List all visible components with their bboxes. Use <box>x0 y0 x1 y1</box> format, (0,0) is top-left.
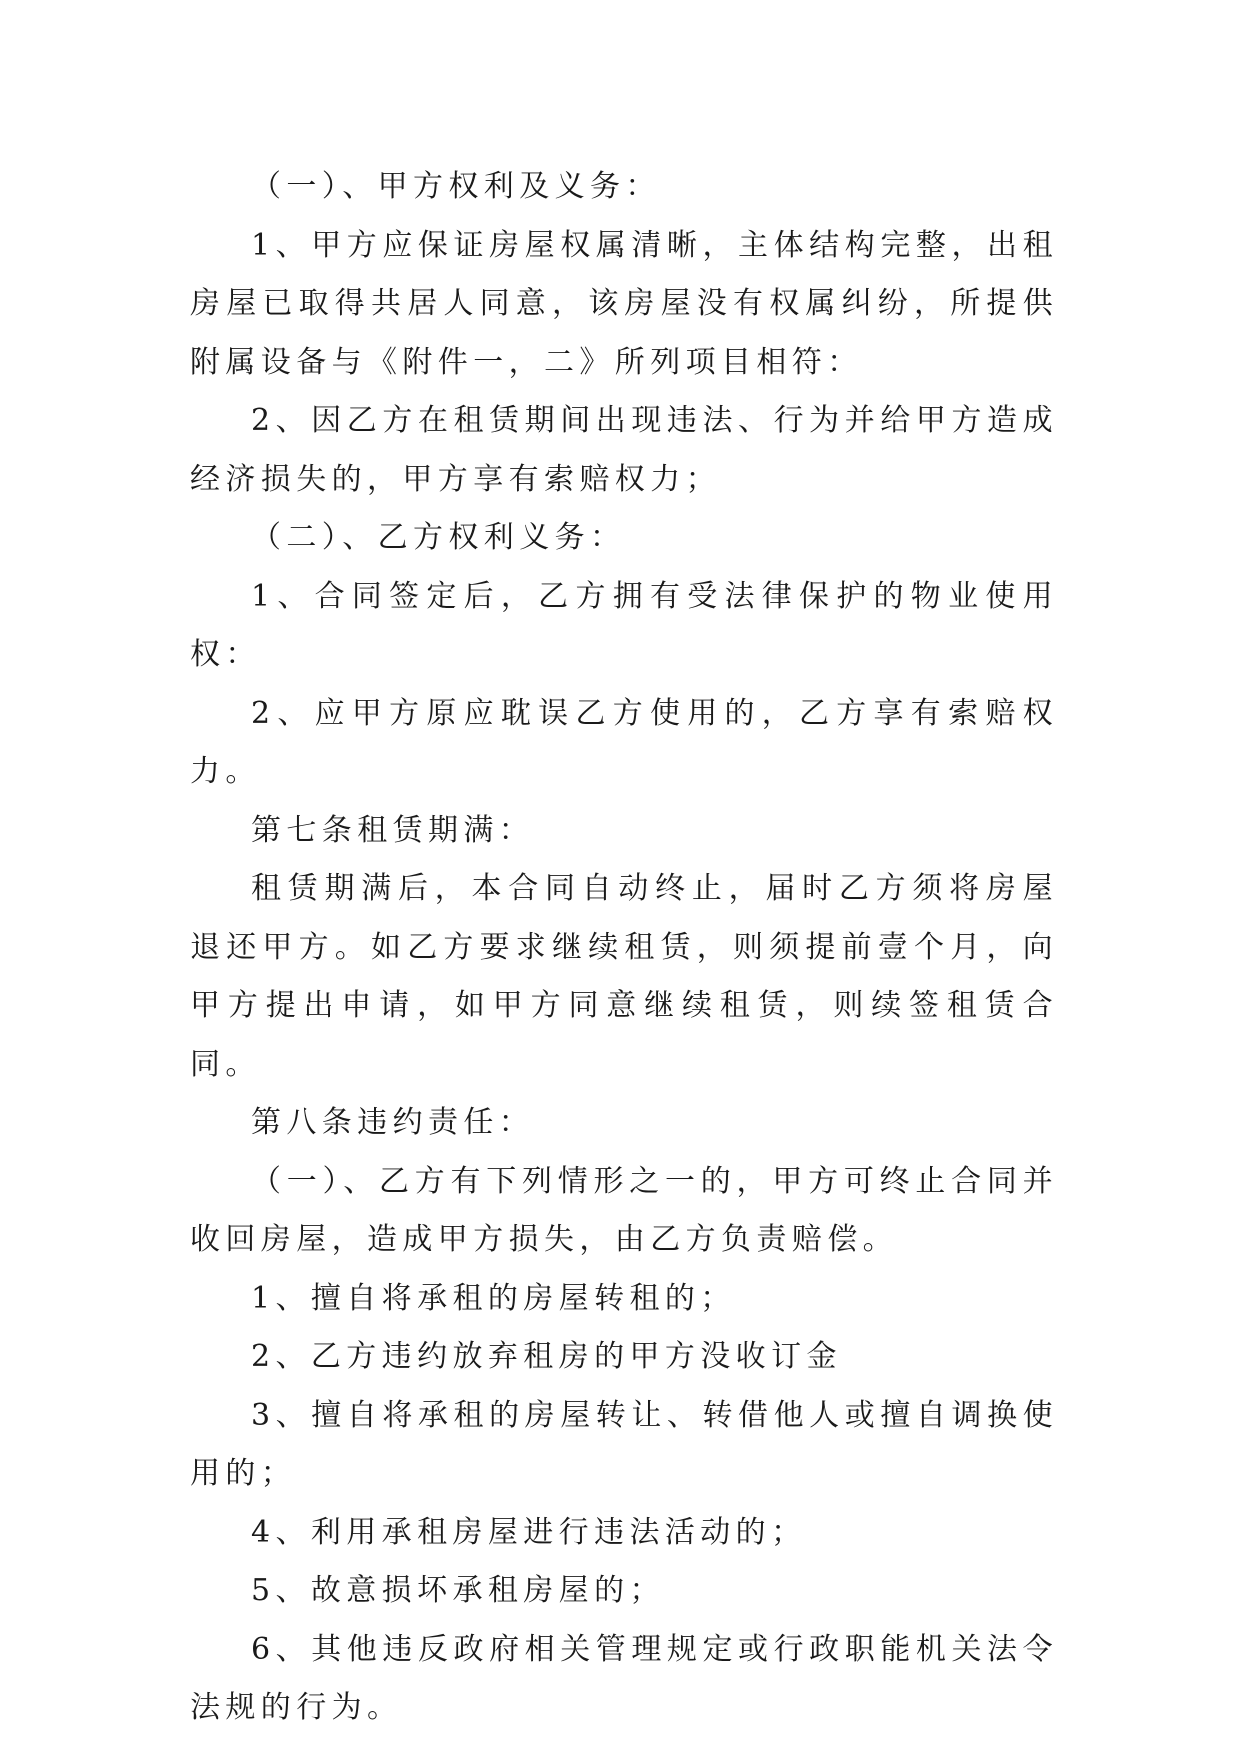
document-body <box>190 158 1058 1738</box>
paragraph-breach-item-6: 6、其他违反政府相关管理规定或行政职能机关法令法规的行为。 <box>190 1631 1058 1725</box>
paragraph-party-a-item-1: 1、甲方应保证房屋权属清晰，主体结构完整，出租房屋已取得共居人同意，该房屋没有权属纠纷，所提供附属设备与《附件一，二》所列项目相符： <box>190 227 1058 380</box>
article-heading-7: 第七条租赁期满： <box>251 812 535 848</box>
paragraph-article-8-intro: （一）、乙方有下列情形之一的，甲方可终止合同并收回房屋，造成甲方损失，由乙方负责赔偿。 <box>190 1163 1058 1257</box>
paragraph-article-7-body: 租赁期满后，本合同自动终止，届时乙方须将房屋退还甲方。如乙方要求继续租赁，则须提前壹个月，向甲方提出申请，如甲方同意继续租赁，则续签租赁合同。 <box>190 871 1058 1082</box>
section-heading-party-b-rights: （二）、乙方权利义务： <box>251 520 626 555</box>
article-heading-8: 第八条违约责任： <box>251 1105 535 1140</box>
paragraph-party-a-item-2: 2、因乙方在租赁期间出现违法、行为并给甲方造成经济损失的，甲方享有索赔权力； <box>190 403 1058 497</box>
paragraph-breach-item-3: 3、擅自将承租的房屋转让、转借他人或擅自调换使用的； <box>190 1397 1058 1491</box>
paragraph-breach-item-4: 4、利用承租房屋进行违法活动的； <box>251 1514 807 1550</box>
paragraph-breach-item-2: 2、乙方违约放弃租房的甲方没收订金 <box>251 1339 842 1374</box>
paragraph-breach-item-1: 1、擅自将承租的房屋转租的； <box>251 1280 736 1316</box>
section-heading-party-a-rights: （一）、甲方权利及义务： <box>251 169 661 204</box>
paragraph-party-b-item-1: 1、合同签定后，乙方拥有受法律保护的物业使用权： <box>190 578 1058 672</box>
paragraph-party-b-item-2: 2、应甲方原应耽误乙方使用的，乙方享有索赔权力。 <box>190 695 1058 789</box>
paragraph-breach-item-5: 5、故意损坏承租房屋的； <box>251 1573 665 1608</box>
